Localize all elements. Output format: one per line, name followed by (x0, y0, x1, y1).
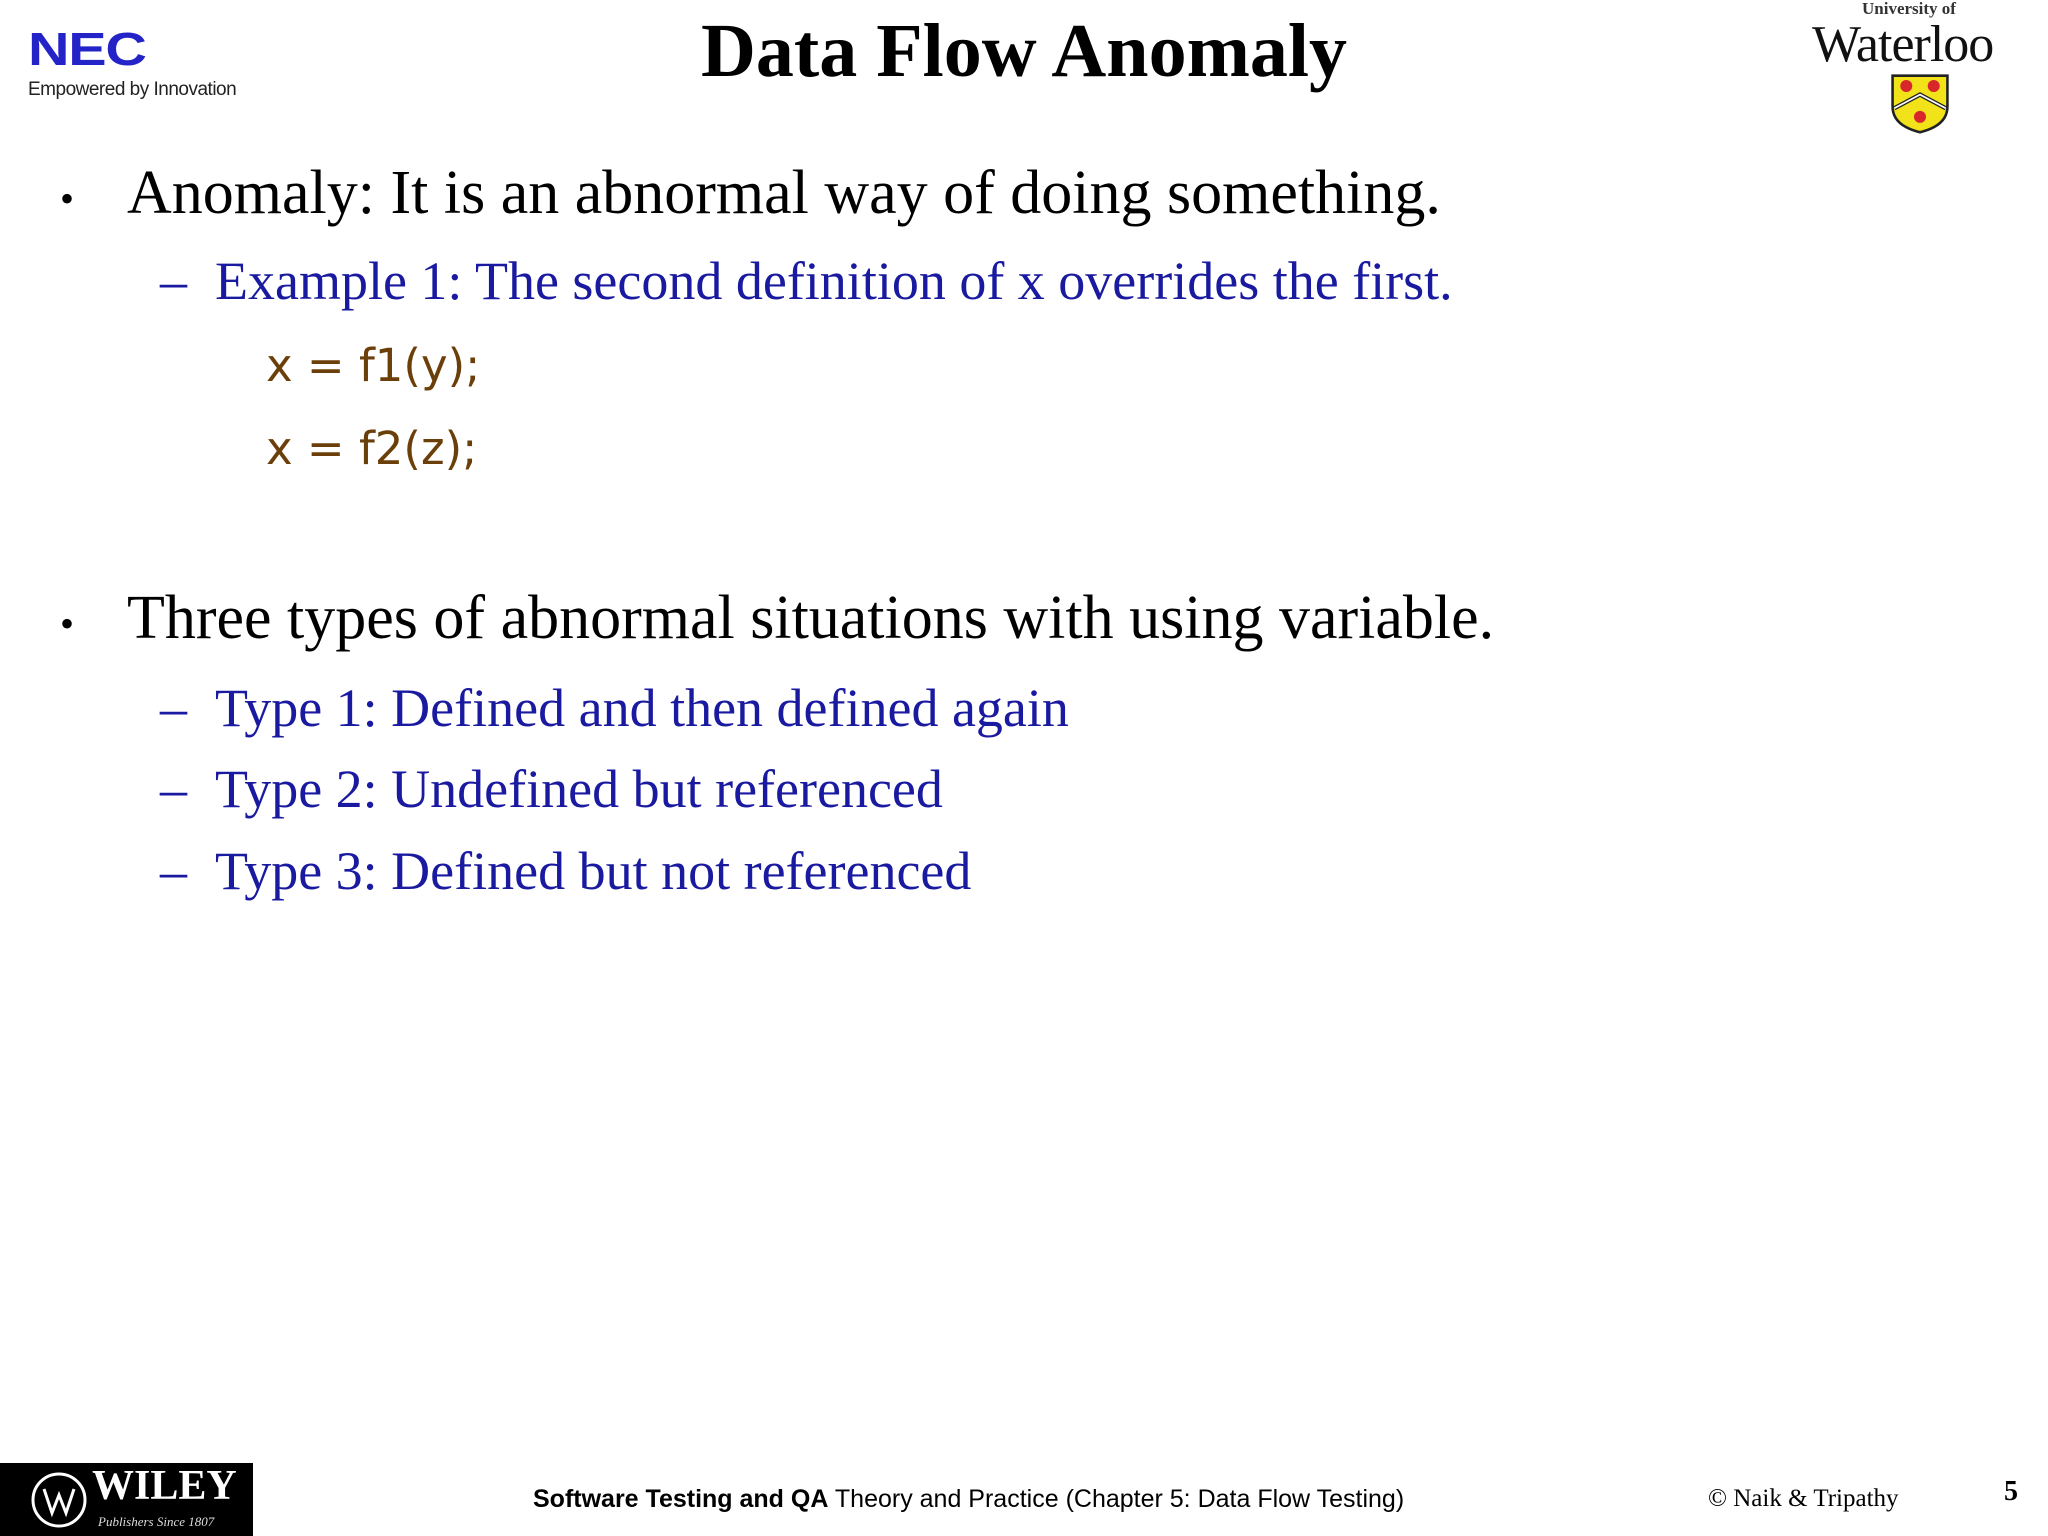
nec-tagline: Empowered by Innovation (28, 79, 237, 100)
nec-logo: NEC (28, 23, 146, 75)
slide-title: Data Flow Anomaly (701, 9, 1347, 93)
dash-icon: – (160, 759, 187, 819)
waterloo-logo-top: University of (1862, 0, 1956, 18)
dash-icon: – (160, 251, 187, 311)
wiley-tagline: Publishers Since 1807 (98, 1514, 215, 1529)
wiley-name: WILEY (92, 1463, 237, 1509)
sub-example-1: Example 1: The second definition of x overrides the first. (215, 251, 1453, 311)
dash-icon: – (160, 678, 187, 738)
waterloo-shield-icon (1890, 74, 1950, 134)
bullet-icon: • (60, 176, 75, 221)
page-number: 5 (2004, 1476, 2018, 1507)
footer-book-bold: Software Testing and QA (533, 1485, 829, 1513)
waterloo-logo: Waterloo (1812, 16, 1994, 73)
wiley-logo (0, 1463, 253, 1536)
bullet-icon: • (60, 601, 75, 646)
footer-book-title (533, 1485, 1404, 1514)
wiley-emblem-icon (30, 1471, 88, 1529)
sub-type-1: Type 1: Defined and then defined again (215, 678, 1069, 738)
bullet-anomaly: Anomaly: It is an abnormal way of doing something. (127, 159, 1441, 227)
bullet-three-types: Three types of abnormal situations with using variable. (127, 584, 1495, 652)
sub-type-3: Type 3: Defined but not referenced (215, 841, 972, 901)
sub-type-2: Type 2: Undefined but referenced (215, 759, 943, 819)
footer-book-rest: Theory and Practice (Chapter 5: Data Flow Testing) (828, 1485, 1405, 1513)
dash-icon: – (160, 841, 187, 901)
footer-copyright: © Naik & Tripathy (1708, 1485, 1899, 1512)
code-line-1: x = f1(y); (266, 339, 481, 392)
code-line-2: x = f2(z); (266, 422, 478, 475)
